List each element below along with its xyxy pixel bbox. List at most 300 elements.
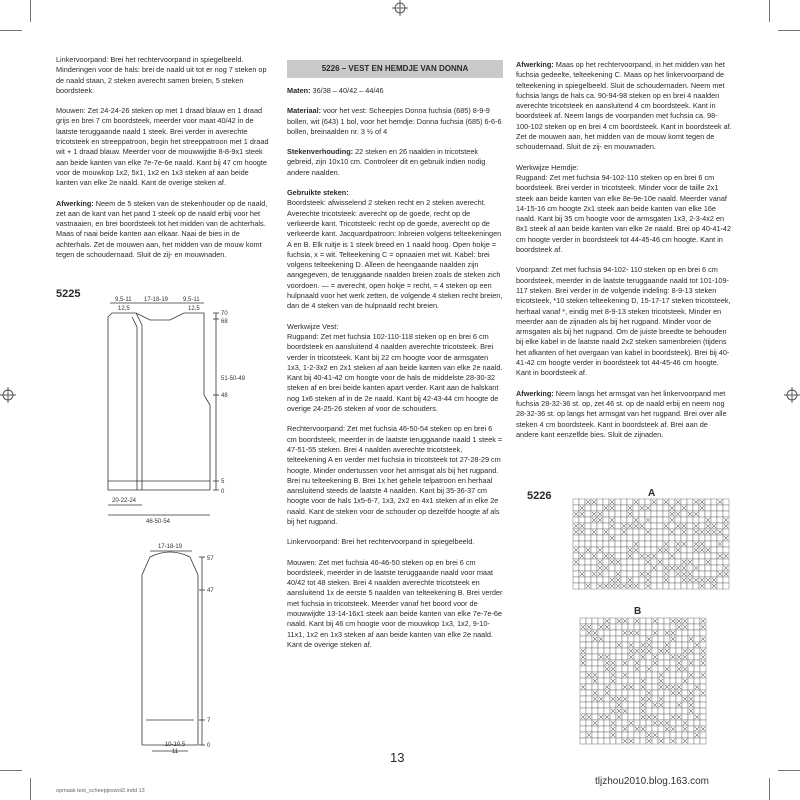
registration-mark-icon (784, 387, 800, 403)
chart-cell (694, 624, 700, 630)
chart-cell (622, 690, 628, 696)
chart-cell (687, 535, 693, 541)
registration-mark-icon (0, 387, 16, 403)
chart-cell (585, 559, 591, 565)
chart-cell (711, 505, 717, 511)
chart-cell (717, 577, 723, 583)
chart-cell (628, 696, 634, 702)
chart-cell (573, 535, 579, 541)
chart-cell (640, 660, 646, 666)
chart-cell (616, 732, 622, 738)
watermark-url: tljzhou2010.blog.163.com (595, 776, 709, 787)
chart-cell (646, 726, 652, 732)
chart-cell (675, 583, 681, 589)
chart-cell (580, 720, 586, 726)
chart-cell (663, 553, 669, 559)
chart-cell (597, 505, 603, 511)
chart-cell (597, 541, 603, 547)
chart-cell (615, 565, 621, 571)
chart-cell (634, 714, 640, 720)
chart-cell (705, 535, 711, 541)
chart-cell (598, 708, 604, 714)
chart-cell (591, 541, 597, 547)
chart-cell (645, 499, 651, 505)
chart-cell (592, 702, 598, 708)
chart-cell (615, 553, 621, 559)
chart-cell (604, 726, 610, 732)
chart-cell (675, 553, 681, 559)
chart-cell (586, 618, 592, 624)
chart-cell (586, 726, 592, 732)
chart-cell (651, 505, 657, 511)
chart-cell (687, 529, 693, 535)
chart-cell (651, 547, 657, 553)
chart-cell (664, 732, 670, 738)
sleeve-bottom-2: 11 (171, 749, 179, 755)
chart-cell (669, 523, 675, 529)
chart-cell (658, 690, 664, 696)
chart-cell (591, 547, 597, 553)
dim-sub-left: 12,5 (118, 306, 130, 312)
chart-cell (621, 547, 627, 553)
chart-cell (688, 738, 694, 744)
chart-cell (622, 636, 628, 642)
chart-cell (687, 553, 693, 559)
chart-cell (640, 618, 646, 624)
dim-sub-right: 12,5 (188, 306, 200, 312)
chart-cell (700, 702, 706, 708)
chart-cell (586, 738, 592, 744)
dim-bottom-1: 20-22-24 (112, 498, 137, 504)
chart-cell (705, 583, 711, 589)
chart-cell (627, 535, 633, 541)
crop-mark (778, 30, 800, 31)
chart-cell (652, 738, 658, 744)
chart-cell (586, 690, 592, 696)
chart-cell (688, 684, 694, 690)
chart-cell (645, 547, 651, 553)
dim-top-right: 9,5-11 (183, 297, 200, 303)
chart-cell (657, 571, 663, 577)
chart-b-label: B (634, 606, 642, 617)
werkwijze-vest: Werkwijze Vest: (287, 321, 339, 331)
chart-cell (717, 511, 723, 517)
chart-cell (651, 577, 657, 583)
chart-cell (681, 511, 687, 517)
chart-cell (663, 511, 669, 517)
chart-cell (700, 708, 706, 714)
chart-cell (621, 505, 627, 511)
chart-cell (622, 732, 628, 738)
sleeve-bottom-1: 10-10,5 (164, 742, 186, 748)
chart-cell (657, 583, 663, 589)
sleeve-dim-47: 47 (207, 588, 214, 594)
chart-cell (705, 553, 711, 559)
chart-cell (621, 535, 627, 541)
chart-cell (717, 559, 723, 565)
chart-cell (598, 660, 604, 666)
chart-cell (586, 696, 592, 702)
chart-cell (675, 505, 681, 511)
chart-cell (717, 583, 723, 589)
chart-cell (616, 678, 622, 684)
chart-cell (598, 690, 604, 696)
chart-cell (610, 624, 616, 630)
chart-cell (646, 708, 652, 714)
chart-cell (705, 511, 711, 517)
right-afwerking-text: Maas op het rechtervoorpand, in het midden van het fuchsia gedeelte, telteekening C. Maas op het linkervoorpand de telteekening in spiegelbeeld. Sluit de schoudernaden. Neem met fuchsia langs de hals ca. 90-94-98 steken op en brei 4 naalden averechte tricotsteek en aansluitend 4 cm boordsteek. Kant in boordsteek af. Neem langs de voorpanden met fuchsia ca. 98-100-102 steken op en brei 4 cm boordsteek. Kant in boordsteek af. Zet de mouwen aan, het midden van de mouw komt tegen de schoudernaad. Sluit de zij- en mouwnaden. (516, 60, 732, 152)
middle-column (287, 60, 503, 660)
chart-cell (592, 738, 598, 744)
chart-cell (700, 732, 706, 738)
chart-cell (700, 720, 706, 726)
chart-cell (700, 684, 706, 690)
chart-cell (622, 624, 628, 630)
chart-cell (573, 577, 579, 583)
chart-cell (634, 624, 640, 630)
chart-cell (604, 630, 610, 636)
chart-cell (598, 702, 604, 708)
chart-cell (592, 648, 598, 654)
chart-cell (676, 720, 682, 726)
chart-cell (621, 559, 627, 565)
chart-cell (681, 547, 687, 553)
chart-cell (670, 672, 676, 678)
left-para-1: Linkervoorpand: Brei het rechtervoorpand in spiegelbeeld. Minderingen voor de hals: brei de naald uit tot er nog 7 steken op de naald staan, 2 steken averecht samen breien, 5 steken boordsteek. (56, 55, 267, 95)
knitting-chart-a (572, 498, 732, 595)
chart-cell (580, 726, 586, 732)
chart-cell (616, 684, 622, 690)
chart-cell (604, 702, 610, 708)
chart-cell (627, 529, 633, 535)
chart-cell (694, 660, 700, 666)
chart-cell (663, 529, 669, 535)
chart-cell (603, 547, 609, 553)
chart-cell (585, 523, 591, 529)
chart-cell (627, 499, 633, 505)
chart-cell (676, 672, 682, 678)
crop-mark (769, 0, 770, 22)
chart-cell (580, 738, 586, 744)
chart-cell (634, 684, 640, 690)
chart-cell (579, 541, 585, 547)
chart-cell (688, 666, 694, 672)
dim-top-mid: 17-18-19 (144, 297, 169, 303)
chart-cell (585, 541, 591, 547)
chart-cell (597, 577, 603, 583)
chart-cell (705, 499, 711, 505)
chart-cell (627, 541, 633, 547)
chart-cell (694, 696, 700, 702)
chart-cell (646, 678, 652, 684)
chart-cell (591, 577, 597, 583)
chart-cell (693, 517, 699, 523)
chart-cell (694, 738, 700, 744)
chart-cell (586, 642, 592, 648)
chart-cell (634, 678, 640, 684)
chart-cell (688, 624, 694, 630)
chart-cell (615, 541, 621, 547)
chart-cell (580, 672, 586, 678)
chart-cell (676, 726, 682, 732)
chart-cell (597, 529, 603, 535)
chart-cell (676, 732, 682, 738)
chart-cell (585, 571, 591, 577)
chart-cell (682, 660, 688, 666)
chart-cell (616, 624, 622, 630)
chart-cell (682, 714, 688, 720)
chart-cell (694, 666, 700, 672)
chart-cell (586, 660, 592, 666)
chart-cell (711, 517, 717, 523)
chart-cell (652, 684, 658, 690)
chart-cell (573, 499, 579, 505)
chart-cell (597, 553, 603, 559)
chart-cell (699, 571, 705, 577)
chart-cell (723, 529, 729, 535)
chart-cell (694, 690, 700, 696)
chart-cell (664, 702, 670, 708)
maten (287, 86, 503, 96)
chart-cell (723, 541, 729, 547)
chart-cell (616, 720, 622, 726)
chart-cell (682, 732, 688, 738)
chart-cell (676, 648, 682, 654)
dim-bottom-2: 46-50-54 (146, 519, 171, 525)
chart-cell (711, 553, 717, 559)
chart-cell (645, 541, 651, 547)
chart-cell (604, 648, 610, 654)
chart-cell (592, 732, 598, 738)
chart-cell (573, 553, 579, 559)
sleeve-dim-0: 0 (207, 743, 211, 749)
chart-cell (694, 720, 700, 726)
chart-cell (633, 505, 639, 511)
chart-cell (700, 630, 706, 636)
chart-cell (585, 511, 591, 517)
chart-cell (616, 738, 622, 744)
chart-cell (603, 541, 609, 547)
chart-cell (669, 583, 675, 589)
chart-cell (639, 511, 645, 517)
chart-cell (646, 660, 652, 666)
chart-cell (580, 696, 586, 702)
chart-cell (700, 666, 706, 672)
chart-cell (645, 523, 651, 529)
chart-cell (705, 541, 711, 547)
chart-cell (580, 708, 586, 714)
dim-68: 68 (221, 319, 228, 325)
chart-cell (628, 624, 634, 630)
chart-cell (711, 511, 717, 517)
maten-label: Maten: (287, 86, 311, 95)
chart-cell (634, 672, 640, 678)
chart-cell (664, 708, 670, 714)
chart-cell (688, 720, 694, 726)
chart-cell (646, 630, 652, 636)
chart-cell (711, 541, 717, 547)
chart-cell (591, 583, 597, 589)
chart-cell (598, 684, 604, 690)
chart-cell (579, 517, 585, 523)
chart-cell (585, 553, 591, 559)
right-afwerking2-text: Neem langs het armsgat van het linkervoorpand met fuchsia 28-32-36 st. op, zet 46 st. op de naald erbij en neem nog 28-32-36 st. op langs het armsgat van het rugpand. Brei over alle steken 4 cm boordsteek. Kant in boordsteek af. Brei aan de andere kant eenzelfde bies. Sluit de zijnaden. (516, 388, 727, 439)
chart-cell (616, 654, 622, 660)
gebruikte-label: Gebruikte steken: (287, 188, 349, 198)
chart-cell (645, 565, 651, 571)
stekenverhouding-label: Stekenverhouding: (287, 147, 354, 157)
model-number-5226: 5226 (527, 490, 552, 502)
chart-cell (664, 660, 670, 666)
chart-cell (634, 720, 640, 726)
chart-cell (573, 541, 579, 547)
chart-cell (627, 559, 633, 565)
afwerking-text: Neem de 5 steken van de stekenhouder op de naald, zet aan de kant van het pand 1 steek op de naald erbij voor het vastnaaien, en brei boordsteek tot het midden van de achterhals. Maas of naai beide kanten aan elkaar. Naai de bies in de achterhals. Zet de mouwen aan, het midden van de mouw komt tegen de schoudernaad. Sluit de zij- en mouwnaden. (56, 198, 268, 260)
chart-cell (651, 511, 657, 517)
chart-cell (657, 511, 663, 517)
chart-cell (657, 529, 663, 535)
chart-cell (664, 714, 670, 720)
chart-cell (579, 559, 585, 565)
chart-cell (591, 565, 597, 571)
chart-cell (604, 732, 610, 738)
chart-cell (586, 666, 592, 672)
chart-cell (586, 648, 592, 654)
chart-cell (645, 535, 651, 541)
chart-cell (687, 523, 693, 529)
chart-cell (711, 559, 717, 565)
chart-cell (663, 505, 669, 511)
mouwen-text: Mouwen: Zet met fuchsia 46-46-50 steken op en brei 6 cm boordsteek, meerder in de laatste teruggaande naald voor maat 40/42 tot 48 steken. Brei 4 naalden averechte tricotsteek en aansluitend 1x de eerste 5 naalden van telteekening B. Brei verder met fuchsia in tricotsteek. Meerder vanaf het boord voor de mouwwijdte 13-14-16x1 steek aan beide kanten van elke 7e-7e-6e naald. Kant bij 46 cm hoogte voor de mouwkop 1x3, 1x2, 9-10-11x1, 1x2 en 1x3 steken af aan beide kanten van elke 2e naald. Kant de overige steken af. (287, 557, 503, 649)
chart-cell (616, 690, 622, 696)
chart-cell (639, 583, 645, 589)
chart-cell (586, 684, 592, 690)
chart-cell (580, 642, 586, 648)
chart-cell (597, 499, 603, 505)
chart-cell (579, 577, 585, 583)
chart-cell (700, 714, 706, 720)
chart-cell (651, 529, 657, 535)
chart-cell (658, 624, 664, 630)
chart-cell (688, 642, 694, 648)
chart-cell (634, 690, 640, 696)
crop-mark (778, 770, 800, 771)
chart-cell (664, 672, 670, 678)
chart-cell (634, 696, 640, 702)
footer-file-info: opmaak text_scheepjeswol2.indd 13 (56, 788, 145, 794)
chart-cell (615, 547, 621, 553)
chart-cell (615, 505, 621, 511)
chart-cell (699, 523, 705, 529)
chart-cell (628, 660, 634, 666)
chart-cell (658, 666, 664, 672)
chart-cell (723, 505, 729, 511)
right-column (516, 60, 732, 450)
chart-cell (610, 702, 616, 708)
chart-cell (657, 565, 663, 571)
chart-cell (585, 517, 591, 523)
chart-cell (646, 624, 652, 630)
chart-cell (675, 517, 681, 523)
chart-cell (681, 517, 687, 523)
chart-cell (598, 672, 604, 678)
chart-cell (628, 672, 634, 678)
sleeve-bottom-dims (152, 742, 198, 756)
chart-cell (705, 565, 711, 571)
chart-cell (652, 696, 658, 702)
chart-cell (711, 547, 717, 553)
chart-cell (615, 517, 621, 523)
chart-cell (651, 535, 657, 541)
chart-cell (681, 535, 687, 541)
chart-cell (688, 618, 694, 624)
chart-cell (694, 678, 700, 684)
chart-cell (592, 666, 598, 672)
chart-cell (634, 642, 640, 648)
chart-cell (687, 517, 693, 523)
chart-cell (670, 702, 676, 708)
chart-cell (598, 666, 604, 672)
chart-cell (651, 571, 657, 577)
chart-cell (615, 535, 621, 541)
materiaal-value: voor het vest: Scheepjes Donna fuchsia (685) 8-9-9 bollen, wit (643) 1 bol, voor het hemdje: Donna fuchsia (685) 6-6-6 bollen, breinaalden nr. 3 ½ of 4 (287, 106, 502, 136)
chart-cell (676, 708, 682, 714)
chart-cell (621, 541, 627, 547)
chart-cell (723, 499, 729, 505)
chart-cell (591, 559, 597, 565)
chart-cell (628, 708, 634, 714)
chart-cell (586, 654, 592, 660)
chart-cell (622, 714, 628, 720)
chart-cell (616, 648, 622, 654)
chart-cell (676, 678, 682, 684)
chart-cell (627, 571, 633, 577)
chart-cell (615, 529, 621, 535)
chart-cell (639, 529, 645, 535)
chart-cell (621, 511, 627, 517)
chart-cell (675, 577, 681, 583)
chart-cell (711, 565, 717, 571)
chart-cell (633, 553, 639, 559)
chart-cell (717, 505, 723, 511)
chart-cell (682, 684, 688, 690)
chart-cell (628, 636, 634, 642)
chart-cell (652, 672, 658, 678)
chart-cell (580, 678, 586, 684)
chart-cell (658, 636, 664, 642)
chart-cell (658, 660, 664, 666)
chart-cell (592, 684, 598, 690)
hemdje-rugpand: Rugpand: Zet met fuchsia 94-102-110 steken op en brei 6 cm boordsteek. Brei verder in tricotsteek. Minder voor de taille 2x1 steek aan beide kanten van elke 8e-9e-10e naald. Meerder vanaf 14-15-16 cm hoogte 2x1 steek aan beide kanten van elke 16e naald. Kant bij 35 cm hoogte voor de armsgaten 1x3, 2-3-4x2 en 8x1 steek af aan beide kanten van elke 2e naald. Brei op 40-41-42 cm hoogte verder in boordsteek tot 44-45-46 cm hoogte. Kant in boordsteek af. (516, 172, 732, 255)
chart-cell (705, 505, 711, 511)
chart-cell (633, 529, 639, 535)
chart-cell (657, 523, 663, 529)
chart-cell (663, 535, 669, 541)
gebruikte-text: Boordsteek: afwisselend 2 steken recht en 2 steken averecht. Averechte tricotsteek: averecht op de goede, recht op de verkeerde kant. Tricotsteek: recht op de goede, averecht op de verkeerde kant. Jacquardpatroon: Inbreien volgens telteekeningen A en B. Elk ruitje is 1 steek breed en 1 naald hoog. Open hokje = fuchsia, x = wit. Telteekening C = opnaaien met wit. Kabel: brei volgens telteekening D. Alleen de heengaande naalden zijn aangegeven, de teruggaande naalden breien zoals de steken zich voordoen. — = averecht, open hokje = recht, = 4 steken op een hulpnaald voor het werk zetten, de volgende 4 steken recht breien, dan de 4 steken van de hulpnaald recht breien. (287, 198, 503, 311)
chart-cell (633, 511, 639, 517)
chart-cell (669, 499, 675, 505)
chart-cell (585, 505, 591, 511)
chart-cell (639, 547, 645, 553)
chart-cell (586, 702, 592, 708)
chart-cell (717, 535, 723, 541)
chart-cell (604, 720, 610, 726)
right-afwerking (516, 60, 732, 153)
chart-cell (609, 511, 615, 517)
chart-cell (657, 535, 663, 541)
chart-cell (628, 678, 634, 684)
chart-cell (610, 690, 616, 696)
